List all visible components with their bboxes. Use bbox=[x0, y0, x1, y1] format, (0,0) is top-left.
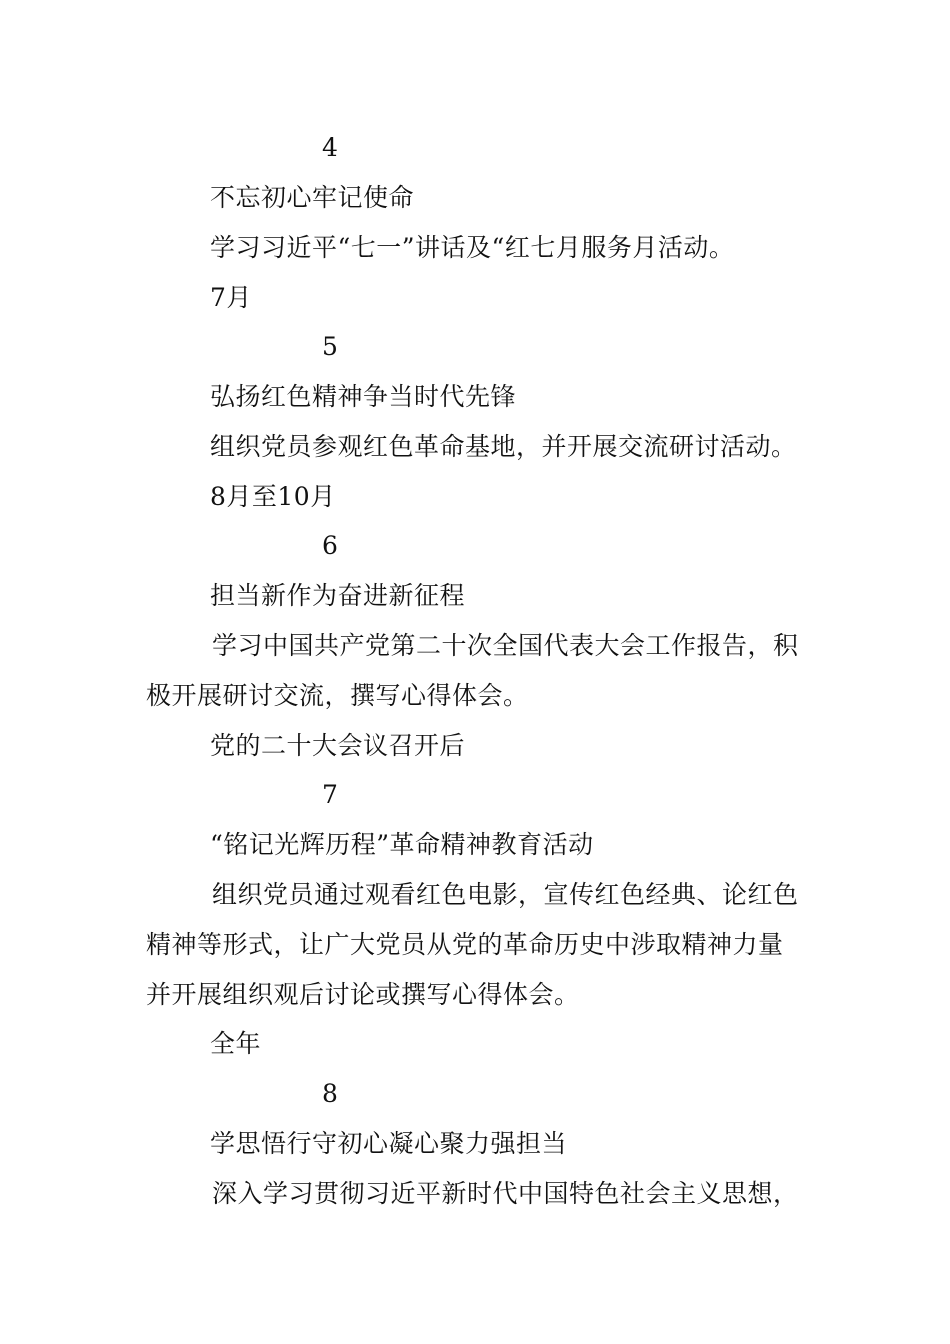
item-number-4: 4 bbox=[322, 133, 339, 162]
activity-title-6: 担当新作为奋进新征程 bbox=[210, 581, 466, 610]
activity-time-6: 党的二十大会议召开后 bbox=[210, 731, 466, 760]
activity-title-7: “铭记光辉历程”革命精神教育活动 bbox=[210, 830, 594, 859]
activity-content-8: 深入学习贯彻习近平新时代中国特色社会主义思想， bbox=[212, 1179, 799, 1208]
item-number-7: 7 bbox=[322, 780, 339, 809]
activity-content-5: 组织党员参观红色革命基地，并开展交流研讨活动。 bbox=[210, 432, 797, 461]
activity-content-7-cont2: 并开展组织观后讨论或撰写心得体会。 bbox=[146, 980, 580, 1009]
item-number-5: 5 bbox=[322, 332, 339, 361]
activity-title-5: 弘扬红色精神争当时代先锋 bbox=[210, 382, 517, 411]
activity-time-7: 全年 bbox=[210, 1029, 262, 1058]
activity-title-8: 学思悟行守初心凝心聚力强担当 bbox=[210, 1129, 568, 1158]
item-number-6: 6 bbox=[322, 531, 339, 560]
activity-content-7: 组织党员通过观看红色电影，宣传红色经典、论红色 bbox=[212, 880, 799, 909]
item-number-8: 8 bbox=[322, 1079, 339, 1108]
activity-time-4: 7月 bbox=[210, 283, 252, 312]
activity-time-5: 8月至10月 bbox=[210, 482, 336, 511]
activity-title-4: 不忘初心牢记使命 bbox=[210, 183, 415, 212]
activity-content-7-cont1: 精神等形式，让广大党员从党的革命历史中涉取精神力量 bbox=[146, 930, 784, 959]
activity-content-6: 学习中国共产党第二十次全国代表大会工作报告，积 bbox=[212, 631, 799, 660]
activity-content-4: 学习习近平“七一”讲话及“红七月服务月活动。 bbox=[210, 233, 735, 262]
activity-content-6-cont: 极开展研讨交流，撰写心得体会。 bbox=[146, 681, 529, 710]
